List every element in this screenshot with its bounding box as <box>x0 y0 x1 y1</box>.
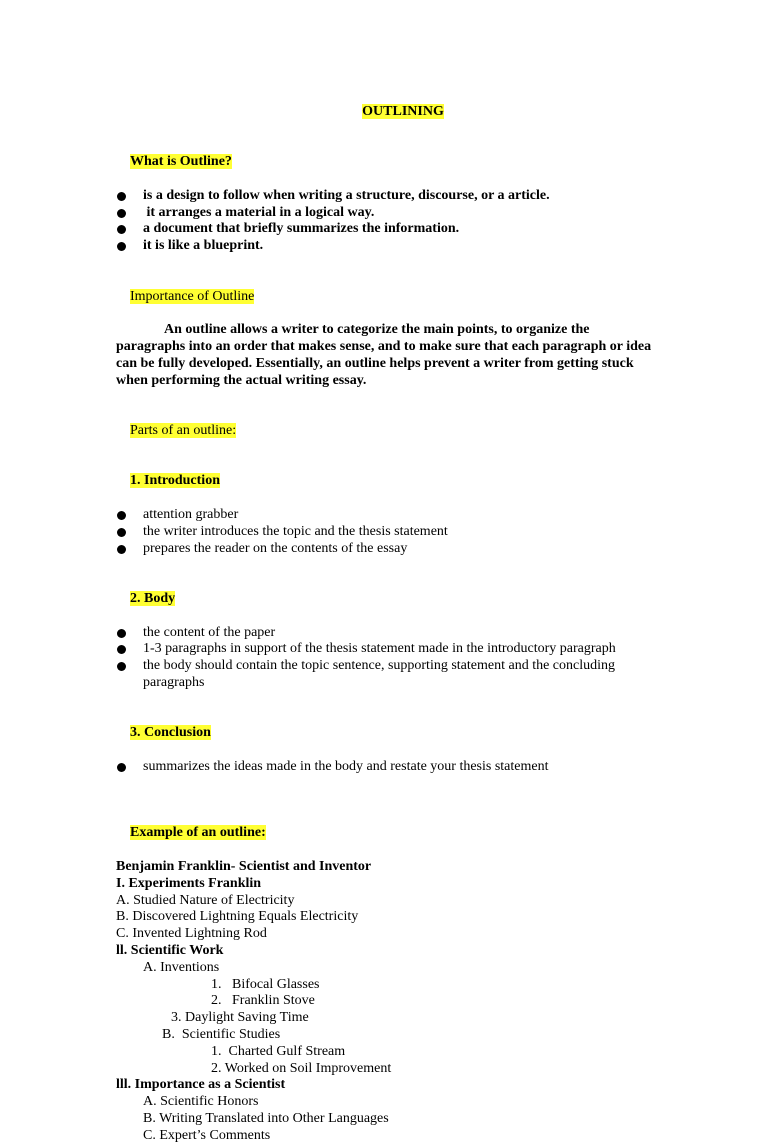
conclusion-heading-row <box>116 708 656 758</box>
body-list <box>116 625 616 692</box>
introduction-heading: 1. Introduction <box>130 473 220 489</box>
list-item: the body should contain the topic sentence, supporting statement and the concluding paragraphs <box>116 658 616 692</box>
bullet-icon <box>117 209 126 218</box>
conclusion-heading: 3. Conclusion <box>130 725 211 741</box>
bullet-icon <box>117 511 126 520</box>
outline-item: 1. Charted Gulf Stream <box>211 1043 346 1059</box>
document-page <box>116 87 656 1145</box>
example-heading-row <box>116 809 656 859</box>
importance-heading: Importance of Outline <box>130 288 255 304</box>
bullet-icon <box>117 645 126 654</box>
outline-item: A. Scientific Honors <box>143 1094 259 1110</box>
parts-heading-row <box>116 406 656 456</box>
importance-paragraph: An outline allows a writer to categorize the main points, to organize the paragraphs into an order that makes sense, and to make sure that each paragraph or idea can be fully developed. Essentially, an outline helps prevent a writer from getting stuck when performing the actual writing essay. <box>116 322 652 388</box>
outline-item: 2. Worked on Soil Improvement <box>211 1060 392 1076</box>
bullet-icon <box>117 225 126 234</box>
bullet-icon <box>117 662 126 671</box>
outline-item: B. Writing Translated into Other Languages <box>143 1111 389 1127</box>
what-is-list <box>116 188 656 255</box>
outline-item: B. Discovered Lightning Equals Electricity <box>116 909 359 925</box>
bullet-icon <box>117 763 126 772</box>
list-item: is a design to follow when writing a structure, discourse, or a article. <box>116 188 656 205</box>
list-item: it is like a blueprint. <box>116 238 656 255</box>
list-item: prepares the reader on the contents of the essay <box>116 541 656 558</box>
outline-item: C. Expert’s Comments <box>143 1127 271 1143</box>
body-heading-row <box>116 574 656 624</box>
conclusion-list <box>116 759 656 776</box>
parts-heading: Parts of an outline: <box>130 422 237 438</box>
outline-section-3-heading: lll. Importance as a Scientist <box>116 1077 286 1093</box>
outline-item: A. Inventions <box>143 959 220 975</box>
document-title-row <box>116 87 656 137</box>
list-item: summarizes the ideas made in the body and restate your thesis statement <box>116 759 656 776</box>
outline-section-2-heading: ll. Scientific Work <box>116 943 224 959</box>
bullet-icon <box>117 528 126 537</box>
body-heading: 2. Body <box>130 590 176 606</box>
list-item: a document that briefly summarizes the information. <box>116 221 656 238</box>
outline-section-1-heading: I. Experiments Franklin <box>116 875 262 891</box>
bullet-icon <box>117 192 126 201</box>
outline-item: 2. Franklin Stove <box>211 993 315 1009</box>
bullet-icon <box>117 629 126 638</box>
bullet-icon <box>117 545 126 554</box>
outline-item: C. Invented Lightning Rod <box>116 926 267 942</box>
list-item: the content of the paper <box>116 625 616 642</box>
outline-item: B. Scientific Studies <box>162 1027 281 1043</box>
bullet-icon <box>117 242 126 251</box>
outline-item: A. Studied Nature of Electricity <box>116 892 295 908</box>
outline-item: 1. Bifocal Glasses <box>211 976 320 992</box>
importance-heading-row <box>116 272 656 322</box>
outline-item: 3. Daylight Saving Time <box>171 1010 309 1026</box>
example-heading: Example of an outline: <box>130 825 266 841</box>
what-is-heading: What is Outline? <box>130 154 232 170</box>
introduction-heading-row <box>116 457 656 507</box>
introduction-list <box>116 507 656 557</box>
example-subject: Benjamin Franklin- Scientist and Inventor <box>116 859 372 875</box>
what-is-heading-row <box>116 137 656 187</box>
list-item: 1-3 paragraphs in support of the thesis statement made in the introductory paragraph <box>116 641 616 658</box>
list-item: the writer introduces the topic and the thesis statement <box>116 524 656 541</box>
list-item: it arranges a material in a logical way. <box>116 205 656 222</box>
list-item: attention grabber <box>116 507 656 524</box>
document-title: OUTLINING <box>362 103 444 119</box>
